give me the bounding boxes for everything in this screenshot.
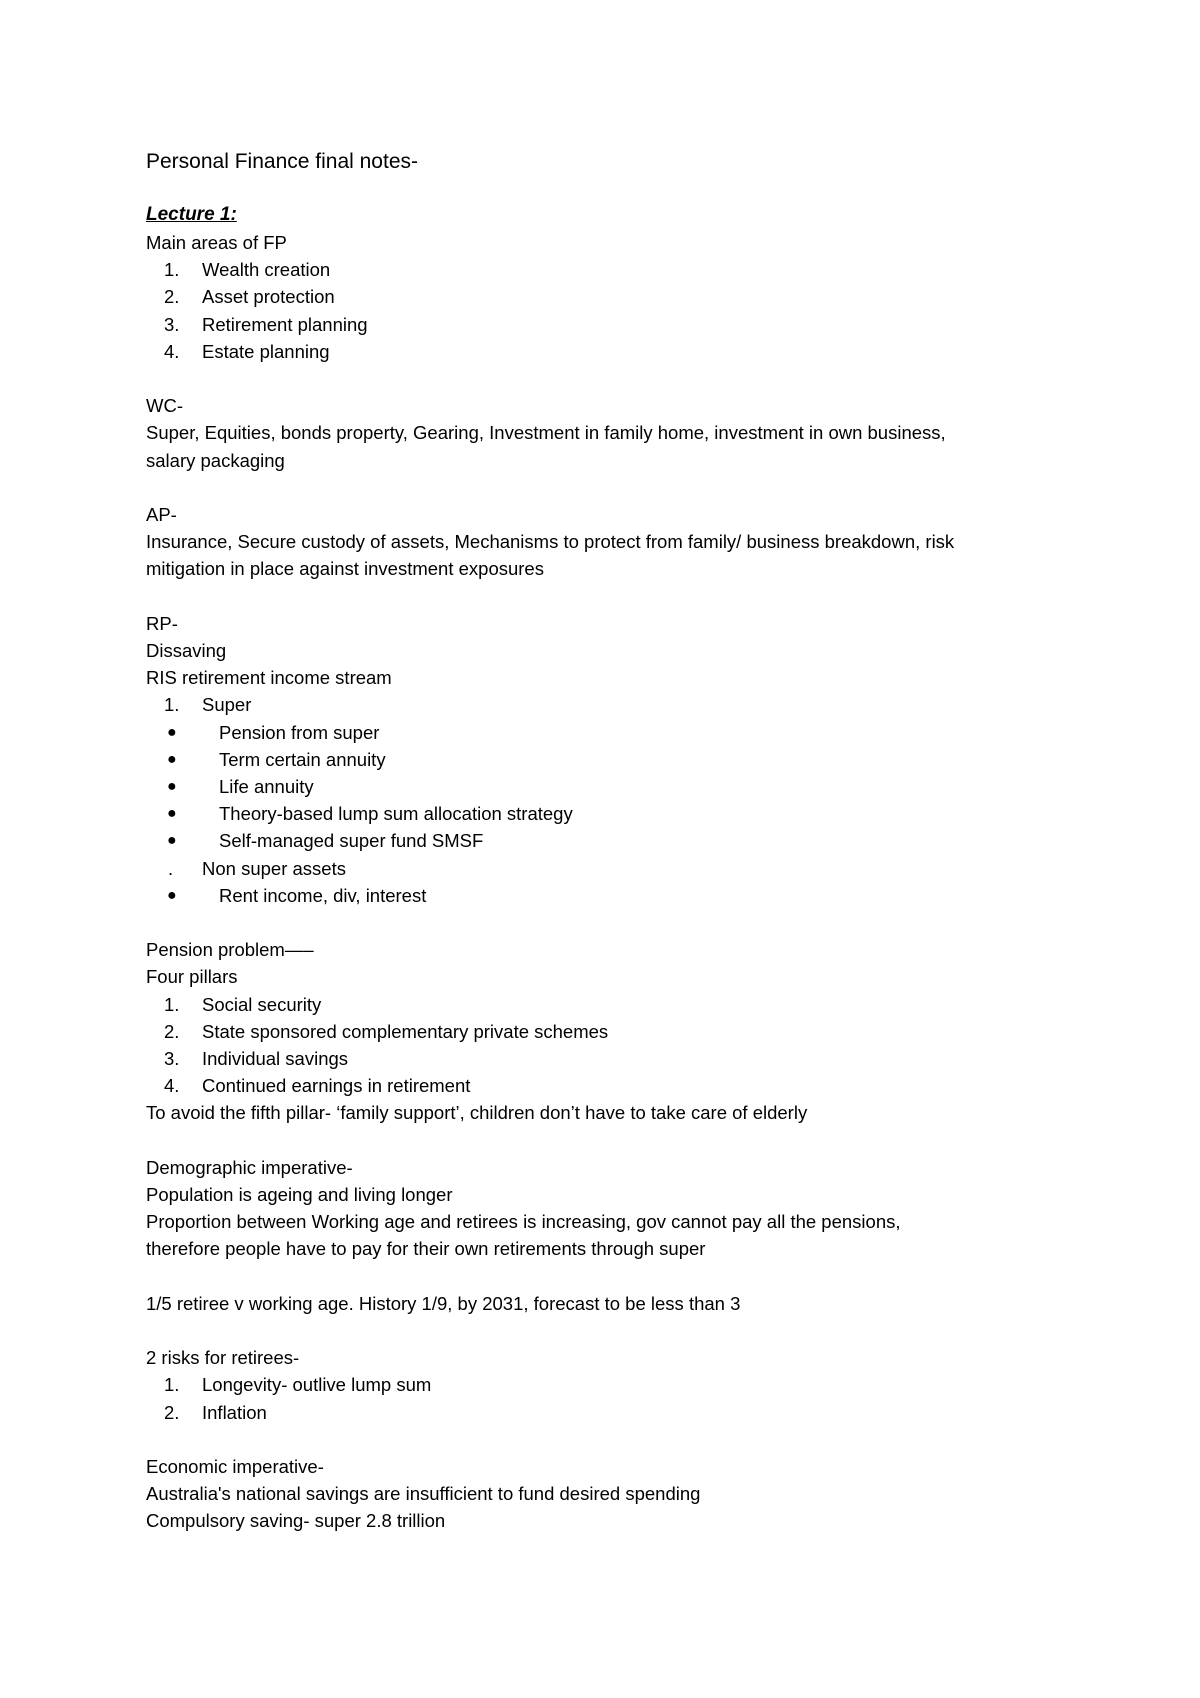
- fifth-pillar-text: To avoid the fifth pillar- ‘family support’, children don’t have to take care of elderly: [146, 1102, 808, 1124]
- list-item-text: Social security: [202, 993, 322, 1015]
- bullet-text: Term certain annuity: [219, 748, 386, 770]
- rp-dissaving: Dissaving: [146, 640, 227, 661]
- list-item-text: Estate planning: [202, 340, 330, 362]
- list-item: [146, 256, 1076, 283]
- bullet-text: Theory-based lump sum allocation strategy: [219, 803, 573, 825]
- list-marker: .: [168, 857, 174, 879]
- bullet-icon: ●: [167, 750, 177, 768]
- list-number: 1.: [164, 694, 180, 716]
- lecture-heading: Lecture 1:: [146, 204, 237, 225]
- list-item-text: Wealth creation: [202, 259, 331, 281]
- list-number: 3.: [164, 313, 180, 335]
- spacer: [146, 1426, 1076, 1453]
- economic-heading: Economic imperative-: [146, 1456, 324, 1478]
- list-number: 1.: [164, 993, 180, 1015]
- rp-ris: RIS retirement income stream: [146, 667, 392, 689]
- list-item: [146, 311, 1076, 338]
- list-number: 3.: [164, 1048, 180, 1070]
- list-item: [146, 1072, 1076, 1099]
- list-item-non-super: [146, 855, 1076, 882]
- bullet-item: [146, 827, 1076, 854]
- spacer: [146, 1127, 1076, 1154]
- list-item-text: Inflation: [202, 1401, 267, 1423]
- demographic-text-line: Proportion between Working age and retirees is increasing, gov cannot pay all the pensions,: [146, 1211, 901, 1233]
- spacer: [146, 1263, 1076, 1290]
- spacer: [146, 474, 1076, 501]
- bullet-item: [146, 719, 1076, 746]
- document-body: [146, 148, 1076, 1535]
- list-number: 4.: [164, 340, 180, 362]
- list-item-text: Non super assets: [202, 857, 346, 879]
- bullet-icon: ●: [167, 778, 177, 796]
- economic-text-line: Australia's national savings are insufficient to fund desired spending: [146, 1483, 701, 1505]
- wc-heading: WC-: [146, 395, 183, 417]
- list-number: 2.: [164, 286, 180, 308]
- bullet-icon: ●: [167, 886, 177, 904]
- pension-heading: Pension problem—–: [146, 939, 314, 961]
- rp-heading: RP-: [146, 612, 178, 634]
- list-item-text: Continued earnings in retirement: [202, 1075, 471, 1097]
- spacer: [146, 1317, 1076, 1344]
- main-areas-label: Main areas of FP: [146, 232, 287, 253]
- spacer: [146, 909, 1076, 936]
- ap-text-line: mitigation in place against investment exposures: [146, 558, 544, 580]
- list-item: [146, 338, 1076, 365]
- list-number: 1.: [164, 1374, 180, 1396]
- four-pillars-label: Four pillars: [146, 966, 238, 988]
- bullet-item: [146, 746, 1076, 773]
- bullet-icon: ●: [167, 805, 177, 823]
- bullet-item: [146, 800, 1076, 827]
- spacer: [146, 365, 1076, 392]
- list-item: [146, 1045, 1076, 1072]
- demographic-text-line: therefore people have to pay for their own retirements through super: [146, 1238, 706, 1260]
- bullet-text: Self-managed super fund SMSF: [219, 830, 484, 852]
- bullet-icon: ●: [167, 832, 177, 850]
- list-item-text: Individual savings: [202, 1048, 349, 1070]
- spacer: [146, 583, 1076, 610]
- list-number: 2.: [164, 1020, 180, 1042]
- list-item-text: Longevity- outlive lump sum: [202, 1374, 432, 1396]
- bullet-icon: ●: [167, 723, 177, 741]
- list-number: 2.: [164, 1401, 180, 1423]
- wc-text-line: Super, Equities, bonds property, Gearing, Investment in family home, investment in own business,: [146, 422, 946, 444]
- list-item-text: Super: [202, 694, 252, 716]
- list-item-text: State sponsored complementary private schemes: [202, 1020, 609, 1042]
- demographic-text-line: Population is ageing and living longer: [146, 1184, 453, 1206]
- demographic-heading: Demographic imperative-: [146, 1156, 353, 1178]
- list-item-text: Retirement planning: [202, 313, 368, 335]
- list-item: [146, 1371, 1076, 1398]
- ap-text-line: Insurance, Secure custody of assets, Mechanisms to protect from family/ business breakdown, risk: [146, 531, 955, 553]
- main-areas-list: [146, 256, 1076, 365]
- document-title: Personal Finance final notes-: [146, 150, 418, 173]
- ap-heading: AP-: [146, 504, 177, 525]
- list-item: [146, 1018, 1076, 1045]
- risks-heading: 2 risks for retirees-: [146, 1347, 300, 1369]
- list-item-super: [146, 691, 1076, 718]
- list-item-text: Asset protection: [202, 286, 335, 308]
- list-number: 1.: [164, 259, 180, 281]
- bullet-item: [146, 882, 1076, 909]
- list-number: 4.: [164, 1075, 180, 1097]
- bullet-text: Life annuity: [219, 776, 314, 798]
- list-item: [146, 991, 1076, 1018]
- list-item: [146, 283, 1076, 310]
- economic-text-line: Compulsory saving- super 2.8 trillion: [146, 1510, 446, 1532]
- retiree-ratio-text: 1/5 retiree v working age. History 1/9, by 2031, forecast to be less than 3: [146, 1292, 741, 1314]
- bullet-text: Rent income, div, interest: [219, 884, 427, 906]
- bullet-item: [146, 773, 1076, 800]
- wc-text-line: salary packaging: [146, 449, 285, 471]
- list-item: [146, 1399, 1076, 1426]
- bullet-text: Pension from super: [219, 721, 380, 743]
